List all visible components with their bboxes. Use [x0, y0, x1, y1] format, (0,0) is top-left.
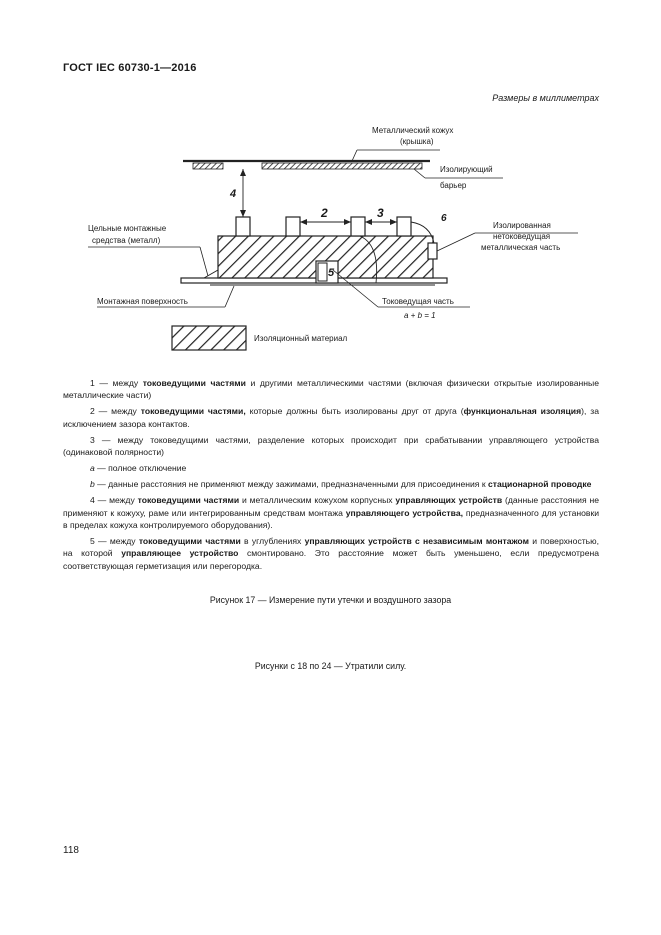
marker-5: 5 [328, 267, 335, 279]
dimensions-note: Размеры в миллиметрах [492, 93, 599, 103]
note-1: 1 — между токоведущими частями и другими металлическими частями (включая физически открытые изолированные металлические части) [63, 378, 599, 401]
terminal-4 [397, 217, 411, 236]
marker-2: 2 [321, 206, 328, 220]
label-metal-housing-1: Металлический кожух [372, 126, 454, 135]
label-isolated-part-3: металлическая часть [481, 243, 561, 252]
recess-live-part [318, 263, 327, 281]
label-mounting-means-1: Цельные монтажные [88, 224, 167, 233]
label-isolated-part-2: нетоковедущая [493, 232, 551, 241]
note-5: 5 — между токоведущими частями в углублениях управляющих устройств с независимым монтажом и поверхностью, на которой управляющее устройство смонтировано. Это расстояние может быть уменьшено, если предусмотрена соответствующая герметизация или перегородка. [63, 536, 599, 571]
label-mounting-surface: Монтажная поверхность [97, 297, 188, 306]
note-3: 3 — между токоведущими частями, разделение которых происходит при срабатывании управляющего устройства (одинаковой полярности) [63, 434, 599, 458]
insulating-barrier-right [262, 163, 422, 169]
label-mounting-means-2: средства (металл) [92, 236, 161, 245]
note-4: 4 — между токоведущими частями и металлическим кожухом корпусных управляющих устройств (данные расстояния не применяют к кожуху, раме или интегрированным средствам монтажа управляющего устройства, предназначенного для установки в пределах кожуха контролируемого оборудования). [63, 495, 600, 531]
terminal-1 [236, 217, 250, 236]
legend-insulating-swatch [172, 326, 246, 350]
label-insulating-barrier-2: барьер [440, 181, 467, 190]
label-formula: a + b = 1 [404, 311, 436, 320]
lost-figures-note: Рисунки с 18 по 24 — Утратили силу. [254, 661, 407, 671]
marker-3: 3 [377, 206, 384, 220]
terminal-2 [286, 217, 300, 236]
label-live-part: Токоведущая часть [382, 297, 454, 306]
legend-insulating-label: Изоляционный материал [254, 334, 348, 343]
note-b: b — данные расстояния не применяют между зажимами, предназначенными для присоединения к стационарной проводке [90, 479, 592, 490]
label-insulating-barrier-1: Изолирующий [440, 165, 493, 174]
figure-17-diagram [0, 0, 661, 360]
mounting-plate [181, 278, 447, 283]
note-2: 2 — между токоведущими частями, которые должны быть изолированы друг от друга (функциональная изоляция), за исключением зазора контактов. [63, 406, 599, 429]
insulating-barrier-left [193, 163, 223, 169]
marker-4: 4 [230, 188, 237, 200]
isolated-metal-part [428, 243, 437, 259]
terminal-3 [351, 217, 365, 236]
label-isolated-part-1: Изолированная [493, 221, 551, 230]
figure-caption: Рисунок 17 — Измерение пути утечки и воздушного зазора [209, 595, 452, 605]
figure-notes [63, 377, 599, 576]
page-number: 118 [63, 845, 79, 856]
marker-6: 6 [441, 213, 447, 224]
label-metal-housing-2: (крышка) [400, 137, 434, 146]
note-a: a — полное отключение [90, 463, 187, 474]
document-header: ГОСТ IEC 60730-1—2016 [63, 62, 197, 74]
mounting-means [204, 270, 218, 278]
